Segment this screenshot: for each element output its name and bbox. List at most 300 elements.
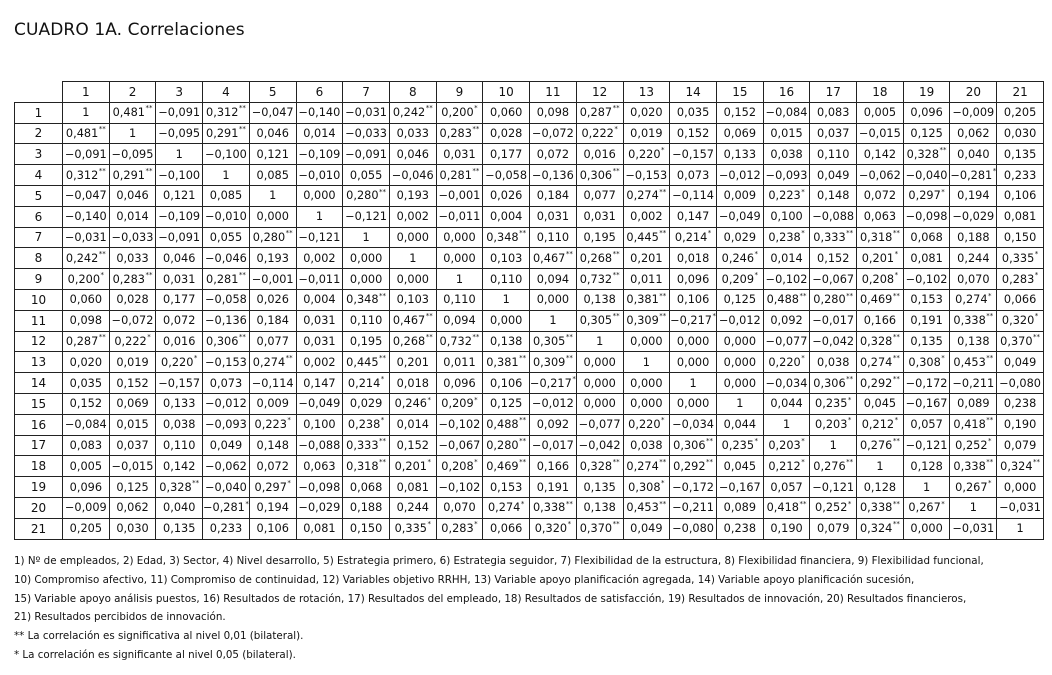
table-cell: 0,106 (997, 185, 1044, 206)
significance-marker: ** (986, 312, 994, 321)
significance-marker: ** (145, 166, 153, 175)
table-cell: 0,190 (997, 414, 1044, 435)
table-cell: 0,209* (436, 393, 483, 414)
row-header: 20 (15, 497, 63, 518)
table-cell: 0,033 (389, 123, 436, 144)
table-cell: 0,222* (576, 123, 623, 144)
table-cell: −0,095 (109, 144, 156, 165)
column-header: 18 (857, 82, 904, 103)
table-cell: 0,381** (623, 289, 670, 310)
table-cell: 0,000 (249, 206, 296, 227)
table-cell: 0,138 (950, 331, 997, 352)
table-row (15, 331, 1044, 352)
table-cell: 0,000 (530, 289, 577, 310)
column-header: 17 (810, 82, 857, 103)
row-header: 13 (15, 352, 63, 373)
table-cell: 0,481** (109, 102, 156, 123)
significance-marker: ** (892, 374, 900, 383)
significance-marker: * (847, 395, 852, 404)
row-header: 4 (15, 165, 63, 186)
table-cell: 0,000 (483, 310, 530, 331)
table-cell: 0,292** (857, 373, 904, 394)
table-cell: −0,046 (203, 248, 250, 269)
table-cell: 0,469** (857, 289, 904, 310)
table-cell: 0,338** (857, 497, 904, 518)
table-cell: 0,324** (857, 518, 904, 539)
table-cell: −0,029 (296, 497, 343, 518)
table-cell: 0,152 (389, 435, 436, 456)
significance-marker: ** (659, 457, 667, 466)
table-cell: 0,195 (576, 227, 623, 248)
table-cell: −0,010 (296, 165, 343, 186)
column-header: 12 (576, 82, 623, 103)
table-cell: 0,208* (436, 456, 483, 477)
table-cell: 0,038 (810, 352, 857, 373)
significance-marker: * (474, 457, 478, 466)
significance-marker: ** (659, 229, 667, 238)
table-cell: 0,000 (623, 331, 670, 352)
table-cell: 0,306** (576, 165, 623, 186)
table-cell: 0,063 (296, 456, 343, 477)
footnote-significance-001: ** La correlación es significativa al nivel 0,01 (bilateral). (14, 630, 304, 643)
significance-marker: * (427, 457, 431, 466)
table-cell: −0,012 (717, 165, 764, 186)
table-cell: −0,121 (903, 435, 950, 456)
table-cell: −0,153 (203, 352, 250, 373)
table-cell: 0,073 (670, 165, 717, 186)
table-cell: 0,031 (156, 269, 203, 290)
table-cell: 0,046 (156, 248, 203, 269)
column-header: 16 (763, 82, 810, 103)
table-cell: 0,038 (156, 414, 203, 435)
table-cell: 0,152 (670, 123, 717, 144)
table-cell: 0,068 (903, 227, 950, 248)
table-cell: 0,274* (950, 289, 997, 310)
table-cell: 0,049 (997, 352, 1044, 373)
table-row (15, 352, 1044, 373)
table-cell: 0,018 (670, 248, 717, 269)
table-cell: 0,121 (249, 144, 296, 165)
table-cell: 0,133 (717, 144, 764, 165)
table-cell: 0,309** (530, 352, 577, 373)
table-cell: 0,049 (203, 435, 250, 456)
table-cell: 0,000 (343, 248, 390, 269)
table-cell: −0,281* (203, 497, 250, 518)
significance-marker: ** (98, 166, 106, 175)
footnote-variables-1: 1) Nº de empleados, 2) Edad, 3) Sector, 4) Nivel desarrollo, 5) Estrategia primero, 6) Estrategia seguidor, 7) Flexibilidad de la estructura, 8) Flexibilidad financiera, 9) Flexibilidad funcional, (14, 555, 984, 567)
table-cell: 0,235* (810, 393, 857, 414)
table-cell: −0,062 (203, 456, 250, 477)
footnote-variables-2: 10) Compromiso afectivo, 11) Compromiso de continuidad, 12) Variables objetivo RRHH, 13) Variable apoyo planificación agregada, 14) Variable apoyo planificación sucesión, (14, 573, 915, 586)
table-cell: 0,142 (156, 456, 203, 477)
table-cell: 0,467** (389, 310, 436, 331)
significance-marker: ** (612, 250, 620, 258)
table-cell: 0,038 (763, 144, 810, 165)
table-cell: −0,095 (156, 123, 203, 144)
table-cell: 0,060 (63, 289, 110, 310)
table-cell: 0,312** (63, 165, 110, 186)
table-cell: 0,135 (997, 144, 1044, 165)
table-cell: 0,238* (763, 227, 810, 248)
table-cell: −0,067 (436, 435, 483, 456)
table-cell: −0,211 (950, 373, 997, 394)
column-header: 10 (483, 82, 530, 103)
table-cell: 0,223* (763, 185, 810, 206)
table-row (15, 289, 1044, 310)
significance-marker: ** (519, 229, 527, 238)
significance-marker: ** (892, 437, 900, 446)
table-cell: 0,004 (296, 289, 343, 310)
table-cell: 0,208* (857, 269, 904, 290)
significance-marker: * (245, 499, 249, 508)
table-cell: 0,000 (389, 269, 436, 290)
table-cell: 0,252* (950, 435, 997, 456)
significance-marker: * (754, 270, 759, 279)
table-cell: 0,031 (576, 206, 623, 227)
table-row (15, 373, 1044, 394)
significance-marker: * (1034, 270, 1039, 279)
table-cell: 0,000 (670, 352, 717, 373)
table-cell: 0,274** (249, 352, 296, 373)
table-cell: 0,029 (343, 393, 390, 414)
column-header: 21 (997, 82, 1044, 103)
table-cell: 0,125 (717, 289, 764, 310)
table-cell: 0,488** (483, 414, 530, 435)
table-cell: 0,000 (436, 248, 483, 269)
table-cell: 0,072 (156, 310, 203, 331)
table-cell: 0,320* (530, 518, 577, 539)
table-cell: 0,338** (950, 456, 997, 477)
table-cell: 1 (623, 352, 670, 373)
significance-marker: * (567, 520, 572, 529)
row-header: 19 (15, 477, 63, 498)
table-cell: 0,033 (109, 248, 156, 269)
table-cell: 0,040 (950, 144, 997, 165)
table-cell: −0,098 (903, 206, 950, 227)
table-cell: 0,306** (670, 435, 717, 456)
table-row (15, 123, 1044, 144)
significance-marker: * (992, 166, 997, 175)
table-cell: 0,333** (343, 435, 390, 456)
table-cell: 0,092 (763, 310, 810, 331)
significance-marker: ** (519, 416, 527, 425)
table-cell: 0,026 (483, 185, 530, 206)
table-row (15, 269, 1044, 290)
row-header: 11 (15, 310, 63, 331)
table-cell: −0,109 (156, 206, 203, 227)
table-cell: 0,148 (249, 435, 296, 456)
table-cell: 0,094 (530, 269, 577, 290)
table-cell: 0,015 (109, 414, 156, 435)
table-cell: −0,157 (156, 373, 203, 394)
table-cell: −0,017 (530, 435, 577, 456)
table-cell: −0,040 (203, 477, 250, 498)
table-cell: 0,292** (670, 456, 717, 477)
table-cell: 0,073 (203, 373, 250, 394)
table-cell: 0,203* (810, 414, 857, 435)
table-cell: 0,044 (763, 393, 810, 414)
table-cell: −0,136 (530, 165, 577, 186)
table-cell: −0,046 (389, 165, 436, 186)
table-cell: 0,335* (389, 518, 436, 539)
table-cell: 0,188 (343, 497, 390, 518)
table-cell: 0,016 (156, 331, 203, 352)
table-row (15, 248, 1044, 269)
significance-marker: ** (799, 499, 807, 508)
table-cell: 0,177 (483, 144, 530, 165)
column-header: 13 (623, 82, 670, 103)
table-row (15, 497, 1044, 518)
table-cell: −0,031 (63, 227, 110, 248)
table-cell: 0,045 (857, 393, 904, 414)
table-cell: 0,110 (156, 435, 203, 456)
table-cell: −0,015 (109, 456, 156, 477)
table-cell: 0,079 (997, 435, 1044, 456)
table-cell: −0,009 (63, 497, 110, 518)
table-cell: 0,000 (343, 269, 390, 290)
table-cell: 0,072 (857, 185, 904, 206)
row-header: 7 (15, 227, 63, 248)
table-cell: 0,019 (109, 352, 156, 373)
table-cell: 0,026 (249, 289, 296, 310)
table-cell: 0,335* (997, 248, 1044, 269)
table-cell: −0,091 (156, 102, 203, 123)
table-cell: 1 (436, 269, 483, 290)
table-cell: 1 (763, 414, 810, 435)
table-cell: 0,153 (483, 477, 530, 498)
table-cell: 0,324** (997, 456, 1044, 477)
column-header: 9 (436, 82, 483, 103)
table-cell: 0,246* (389, 393, 436, 414)
row-header: 16 (15, 414, 63, 435)
table-cell: 0,000 (997, 477, 1044, 498)
table-cell: 0,328** (576, 456, 623, 477)
table-cell: −0,047 (63, 185, 110, 206)
table-cell: 1 (296, 206, 343, 227)
table-cell: 0,000 (576, 393, 623, 414)
significance-marker: ** (612, 457, 620, 466)
table-cell: 0,280** (810, 289, 857, 310)
significance-marker: * (941, 187, 945, 196)
column-header: 2 (109, 82, 156, 103)
table-cell: 0,094 (436, 310, 483, 331)
table-cell: 0,220* (623, 414, 670, 435)
significance-marker: * (941, 353, 945, 362)
footnote-variables-3: 15) Variable apoyo análisis puestos, 16) Resultados de rotación, 17) Resultados del empleado, 18) Resultados de satisfacción, 19) Resultados de innovación, 20) Resultados financieros, (14, 592, 967, 605)
significance-marker: * (427, 520, 431, 529)
table-cell: 0,018 (389, 373, 436, 394)
table-cell: 0,133 (156, 393, 203, 414)
table-cell: −0,029 (950, 206, 997, 227)
table-cell: 0,338** (530, 497, 577, 518)
table-cell: 0,125 (483, 393, 530, 414)
table-cell: 0,220* (156, 352, 203, 373)
table-cell: 0,046 (109, 185, 156, 206)
table-cell: −0,012 (717, 310, 764, 331)
table-cell: 0,092 (530, 414, 577, 435)
table-cell: 0,381** (483, 352, 530, 373)
table-cell: 0,000 (670, 393, 717, 414)
table-cell: 0,287** (63, 331, 110, 352)
table-cell: 0,072 (249, 456, 296, 477)
table-cell: −0,121 (296, 227, 343, 248)
table-cell: 0,014 (109, 206, 156, 227)
table-cell: 0,055 (343, 165, 390, 186)
table-cell: 0,020 (623, 102, 670, 123)
table-cell: 0,233 (997, 165, 1044, 186)
table-cell: 0,014 (389, 414, 436, 435)
table-cell: −0,058 (203, 289, 250, 310)
significance-marker: ** (565, 499, 573, 508)
significance-marker: * (847, 416, 852, 425)
table-cell: −0,015 (857, 123, 904, 144)
table-cell: −0,084 (63, 414, 110, 435)
table-cell: 0,138 (576, 289, 623, 310)
table-cell: 0,125 (109, 477, 156, 498)
significance-marker: * (147, 333, 151, 342)
significance-marker: * (1034, 312, 1039, 321)
table-cell: 0,069 (109, 393, 156, 414)
table-cell: 0,000 (436, 227, 483, 248)
significance-marker: ** (846, 457, 854, 466)
table-cell: 0,100 (296, 414, 343, 435)
significance-marker: ** (846, 291, 854, 300)
table-cell: 0,014 (763, 248, 810, 269)
column-header: 19 (903, 82, 950, 103)
table-cell: 0,283** (436, 123, 483, 144)
significance-marker: * (572, 374, 576, 383)
table-cell: −0,084 (763, 102, 810, 123)
significance-marker: ** (145, 104, 153, 113)
table-cell: 0,268** (389, 331, 436, 352)
significance-marker: * (193, 353, 198, 362)
column-header: 15 (717, 82, 764, 103)
table-cell: −0,102 (436, 414, 483, 435)
significance-marker: ** (472, 166, 480, 175)
table-cell: 0,138 (483, 331, 530, 352)
table-cell: 0,267* (950, 477, 997, 498)
table-row (15, 393, 1044, 414)
table-cell: −0,167 (717, 477, 764, 498)
table-cell: 0,081 (389, 477, 436, 498)
table-cell: 0,110 (810, 144, 857, 165)
table-cell: 0,150 (997, 227, 1044, 248)
table-cell: 0,370** (997, 331, 1044, 352)
significance-marker: * (754, 250, 759, 258)
table-cell: 0,103 (483, 248, 530, 269)
column-header: 6 (296, 82, 343, 103)
table-cell: 1 (576, 331, 623, 352)
significance-marker: ** (612, 520, 620, 529)
table-cell: 0,096 (670, 269, 717, 290)
row-header: 15 (15, 393, 63, 414)
table-cell: −0,157 (670, 144, 717, 165)
table-cell: 0,000 (717, 373, 764, 394)
table-cell: 0,069 (717, 123, 764, 144)
significance-marker: * (380, 416, 385, 425)
table-cell: 0,220* (623, 144, 670, 165)
table-cell: −0,088 (296, 435, 343, 456)
significance-marker: ** (846, 374, 854, 383)
table-cell: −0,080 (670, 518, 717, 539)
table-cell: −0,100 (203, 144, 250, 165)
significance-marker: * (801, 457, 805, 466)
table-cell: 0,252* (810, 497, 857, 518)
table-cell: 0,044 (717, 414, 764, 435)
table-cell: −0,001 (436, 185, 483, 206)
table-cell: 0,000 (296, 185, 343, 206)
table-cell: 0,081 (903, 248, 950, 269)
table-cell: 0,005 (63, 456, 110, 477)
significance-marker: ** (472, 125, 480, 134)
table-cell: 0,011 (623, 269, 670, 290)
table-cell: 0,089 (717, 497, 764, 518)
table-cell: 0,732** (436, 331, 483, 352)
table-cell: 0,177 (156, 289, 203, 310)
table-cell: 0,153 (903, 289, 950, 310)
table-cell: 0,150 (343, 518, 390, 539)
significance-marker: * (988, 478, 992, 487)
table-cell: 0,068 (343, 477, 390, 498)
table-cell: −0,121 (810, 477, 857, 498)
table-cell: 0,481** (63, 123, 110, 144)
significance-marker: * (474, 520, 478, 529)
table-cell: 0,281** (203, 269, 250, 290)
table-cell: 0,055 (203, 227, 250, 248)
table-cell: −0,109 (296, 144, 343, 165)
table-cell: 0,190 (763, 518, 810, 539)
significance-marker: ** (425, 312, 433, 321)
table-cell: 0,057 (903, 414, 950, 435)
table-cell: 0,308* (623, 477, 670, 498)
table-cell: 0,291** (109, 165, 156, 186)
table-cell: −0,011 (436, 206, 483, 227)
table-cell: −0,217* (670, 310, 717, 331)
table-cell: 0,106 (249, 518, 296, 539)
table-cell: 0,135 (576, 477, 623, 498)
table-cell: 1 (109, 123, 156, 144)
table-cell: 0,166 (857, 310, 904, 331)
significance-marker: * (988, 437, 992, 446)
significance-marker: * (988, 291, 992, 300)
table-cell: −0,049 (717, 206, 764, 227)
significance-marker: ** (98, 125, 106, 134)
row-header: 1 (15, 102, 63, 123)
table-cell: 0,184 (249, 310, 296, 331)
significance-marker: ** (192, 478, 200, 487)
table-cell: 0,005 (857, 102, 904, 123)
table-cell: 0,009 (249, 393, 296, 414)
significance-marker: * (661, 478, 665, 487)
table-cell: −0,140 (296, 102, 343, 123)
table-cell: 0,242** (63, 248, 110, 269)
table-cell: 0,201 (623, 248, 670, 269)
significance-marker: ** (238, 333, 246, 342)
table-cell: 0,103 (389, 289, 436, 310)
table-cell: −0,100 (156, 165, 203, 186)
table-cell: −0,281* (950, 165, 997, 186)
table-cell: 0,194 (249, 497, 296, 518)
table-cell: 1 (717, 393, 764, 414)
row-header: 12 (15, 331, 63, 352)
significance-marker: * (614, 125, 618, 134)
significance-marker: * (894, 416, 899, 425)
table-cell: 0,188 (950, 227, 997, 248)
table-cell: 0,297* (249, 477, 296, 498)
significance-marker: * (1034, 250, 1039, 258)
table-cell: 0,110 (436, 289, 483, 310)
table-cell: 0,031 (436, 144, 483, 165)
